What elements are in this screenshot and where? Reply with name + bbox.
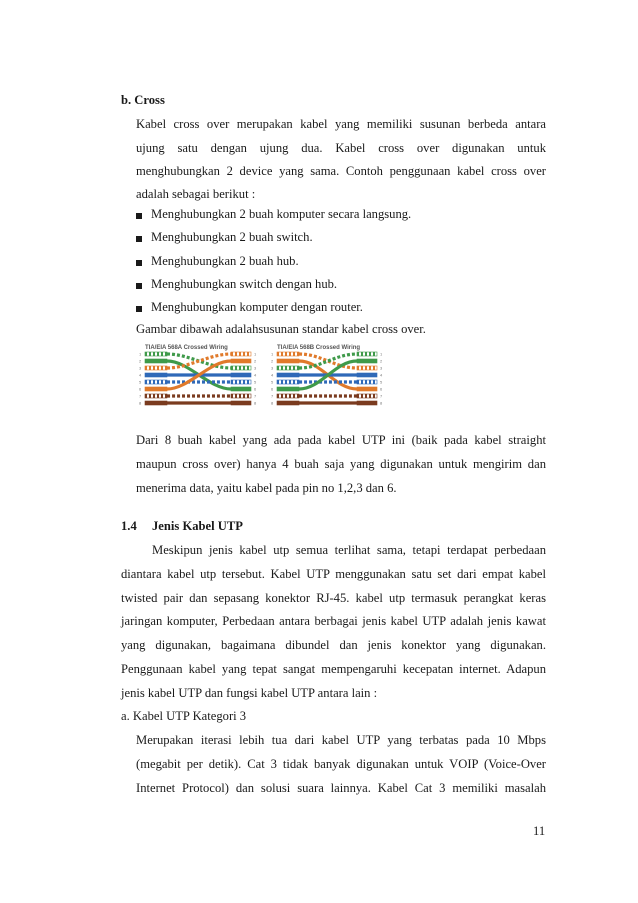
wire-stub bbox=[145, 366, 167, 370]
pin-number: 8 bbox=[271, 400, 274, 406]
section-number: 1.4 bbox=[121, 519, 137, 533]
pin-number: 5 bbox=[271, 379, 274, 385]
figure-caption: Gambar dibawah adalahsusunan standar kabel cross over. bbox=[136, 322, 426, 336]
wire-stub bbox=[231, 401, 251, 405]
wire-stripe bbox=[165, 394, 167, 398]
list-item-text: Menghubungkan 2 buah komputer secara langsung. bbox=[151, 207, 412, 221]
wire-stripe bbox=[239, 380, 241, 384]
wire-stripe bbox=[297, 352, 299, 356]
wire-stub bbox=[277, 359, 299, 363]
wire-stripe bbox=[247, 380, 249, 384]
wire-stripe bbox=[281, 366, 283, 370]
wire-stripe bbox=[161, 380, 163, 384]
list-item-text: Menghubungkan switch dengan hub. bbox=[151, 277, 338, 291]
wire-stripe bbox=[239, 366, 241, 370]
wire-stripe bbox=[231, 352, 233, 356]
wire-stripe bbox=[357, 352, 359, 356]
pin-number: 4 bbox=[271, 372, 274, 378]
pin-number: 6 bbox=[254, 386, 257, 392]
paragraph-line: Merupakan iterasi lebih tua dari kabel UTP yang terbatas pada 10 Mbps bbox=[136, 733, 546, 747]
square-bullet-icon bbox=[136, 283, 142, 289]
wire-stub bbox=[145, 373, 167, 377]
section-heading: Jenis Kabel UTP bbox=[152, 519, 243, 533]
list-item-text: Menghubungkan 2 buah switch. bbox=[151, 230, 313, 244]
wire-stripe bbox=[145, 366, 147, 370]
diagram-title: TIA/EIA 568A Crossed Wiring bbox=[145, 345, 228, 351]
pin-number: 3 bbox=[380, 365, 383, 371]
wiring-diagram-568b-graphic bbox=[269, 342, 387, 414]
paragraph-line: yang digunakan, bagaimana dibundel dan jenis konektor yang digunakan. bbox=[121, 638, 546, 652]
wire-stripe bbox=[289, 352, 291, 356]
wire-stripe bbox=[281, 394, 283, 398]
wire-stripe bbox=[357, 366, 359, 370]
pin-number: 5 bbox=[380, 379, 383, 385]
wire-stripe bbox=[369, 366, 371, 370]
wire-stripe bbox=[145, 352, 147, 356]
pin-number: 7 bbox=[380, 393, 383, 399]
paragraph-line: jaringan komputer, Perbedaan antara berbagai jenis kabel UTP adalah jenis kawat bbox=[121, 614, 546, 628]
crossover-wiring-figure bbox=[137, 342, 517, 414]
wire-stub bbox=[145, 359, 167, 363]
wire-stub bbox=[277, 366, 299, 370]
paragraph-line: jenis kabel UTP dan fungsi kabel UTP antara lain : bbox=[121, 686, 378, 700]
wire-stripe bbox=[235, 352, 237, 356]
wire-stripe bbox=[361, 394, 363, 398]
wire-stripe bbox=[365, 366, 367, 370]
wire-stripe bbox=[165, 366, 167, 370]
wire-stripe bbox=[373, 366, 375, 370]
wire-stub bbox=[231, 359, 251, 363]
wire-stripe bbox=[357, 380, 359, 384]
pin-number: 7 bbox=[254, 393, 257, 399]
wire-stripe bbox=[243, 352, 245, 356]
wire-stripe bbox=[373, 394, 375, 398]
wire-stripe bbox=[235, 394, 237, 398]
wire-stripe bbox=[153, 394, 155, 398]
pin-number: 7 bbox=[139, 393, 142, 399]
square-bullet-icon bbox=[136, 213, 142, 219]
wire-stripe bbox=[231, 394, 233, 398]
wire-stripe bbox=[277, 352, 279, 356]
square-bullet-icon bbox=[136, 306, 142, 312]
pin-number: 1 bbox=[139, 351, 142, 357]
wire-stripe bbox=[277, 380, 279, 384]
paragraph-line: Internet Protocol) dan solusi suara lainnya. Kabel Cat 3 memiliki masalah bbox=[136, 781, 546, 795]
wire-stripe bbox=[365, 380, 367, 384]
pin-number: 5 bbox=[139, 379, 142, 385]
wire-stripe bbox=[157, 366, 159, 370]
wire-stripe bbox=[293, 394, 295, 398]
wiring-diagram-568a-graphic bbox=[137, 342, 261, 414]
wire-stripe bbox=[161, 366, 163, 370]
pin-number: 6 bbox=[271, 386, 274, 392]
wire-stripe bbox=[149, 366, 151, 370]
pin-number: 1 bbox=[271, 351, 274, 357]
wire-stub bbox=[277, 373, 299, 377]
wire-stripe bbox=[153, 352, 155, 356]
wire-stub bbox=[357, 373, 377, 377]
wiring-diagram-568b bbox=[269, 342, 387, 414]
wire-stub bbox=[145, 401, 167, 405]
wire-stripe bbox=[369, 352, 371, 356]
wire-stripe bbox=[239, 394, 241, 398]
paragraph-line: diantara kabel utp tersebut. Kabel UTP menggunakan satu set dari empat kabel bbox=[121, 567, 546, 581]
pin-number: 2 bbox=[380, 358, 383, 364]
wire-stripe bbox=[231, 366, 233, 370]
wire-stripe bbox=[285, 380, 287, 384]
wire-stripe bbox=[297, 394, 299, 398]
wire-stripe bbox=[293, 380, 295, 384]
wire-stripe bbox=[289, 394, 291, 398]
wire-stripe bbox=[153, 380, 155, 384]
wire-stripe bbox=[145, 380, 147, 384]
paragraph-line: Dari 8 buah kabel yang ada pada kabel UTP ini (baik pada kabel straight bbox=[136, 433, 546, 447]
wire-stripe bbox=[231, 380, 233, 384]
wire-stripe bbox=[289, 380, 291, 384]
page-number: 11 bbox=[533, 824, 546, 838]
wire-stub bbox=[357, 387, 377, 391]
wire-stripe bbox=[165, 352, 167, 356]
wire-stripe bbox=[357, 394, 359, 398]
paragraph-line: maupun cross over) hanya 4 buah saja yang digunakan untuk mengirim dan bbox=[136, 457, 546, 471]
paragraph-line: twisted pair dan sepasang konektor RJ-45. kabel utp termasuk perangkat keras bbox=[121, 591, 546, 605]
wire-stub bbox=[145, 387, 167, 391]
square-bullet-icon bbox=[136, 236, 142, 242]
wire-stripe bbox=[235, 366, 237, 370]
wire-stripe bbox=[373, 380, 375, 384]
wire-stripe bbox=[281, 352, 283, 356]
wire-stripe bbox=[247, 366, 249, 370]
wire-stripe bbox=[243, 394, 245, 398]
wire-stripe bbox=[293, 352, 295, 356]
wire-stripe bbox=[145, 394, 147, 398]
wire-stripe bbox=[361, 366, 363, 370]
list-item-text: Menghubungkan komputer dengan router. bbox=[151, 300, 363, 314]
pin-number: 4 bbox=[139, 372, 142, 378]
wire-stripe bbox=[361, 380, 363, 384]
wire-stripe bbox=[161, 352, 163, 356]
paragraph-line: Penggunaan kabel yang tepat sangat mempengaruhi kecepatan internet. Adapun bbox=[121, 662, 546, 676]
wire-stripe bbox=[285, 366, 287, 370]
wire-stripe bbox=[235, 380, 237, 384]
section-b-heading: b. Cross bbox=[121, 93, 165, 107]
wire-stripe bbox=[369, 380, 371, 384]
pin-number: 7 bbox=[271, 393, 274, 399]
wire-stripe bbox=[361, 352, 363, 356]
pin-number: 6 bbox=[380, 386, 383, 392]
pin-number: 1 bbox=[380, 351, 383, 357]
wire-stub bbox=[357, 359, 377, 363]
pin-number: 4 bbox=[380, 372, 383, 378]
wire-stub bbox=[231, 387, 251, 391]
pin-number: 6 bbox=[139, 386, 142, 392]
wire-stripe bbox=[157, 352, 159, 356]
wire-stripe bbox=[239, 352, 241, 356]
wire-stub bbox=[277, 394, 299, 398]
list-item-text: Menghubungkan 2 buah hub. bbox=[151, 254, 299, 268]
pin-number: 8 bbox=[380, 400, 383, 406]
wire-stub bbox=[145, 352, 167, 356]
wire-stripe bbox=[373, 352, 375, 356]
wire-stripe bbox=[285, 352, 287, 356]
wire-stripe bbox=[365, 394, 367, 398]
wire-stub bbox=[277, 387, 299, 391]
wire-stub bbox=[145, 380, 167, 384]
wire-stripe bbox=[157, 394, 159, 398]
paragraph-line: ujung satu dengan ujung dua. Kabel cross over digunakan untuk bbox=[136, 141, 546, 155]
wire-stripe bbox=[157, 380, 159, 384]
pin-number: 3 bbox=[139, 365, 142, 371]
diagram-title: TIA/EIA 568B Crossed Wiring bbox=[277, 345, 361, 351]
wire-stripe bbox=[149, 394, 151, 398]
wire-stripe bbox=[369, 394, 371, 398]
wire-stripe bbox=[149, 352, 151, 356]
wire-stub bbox=[231, 373, 251, 377]
wire-stripe bbox=[243, 380, 245, 384]
wire-stripe bbox=[293, 366, 295, 370]
wire-stripe bbox=[285, 394, 287, 398]
wire-stripe bbox=[289, 366, 291, 370]
wire-stripe bbox=[247, 352, 249, 356]
wire-stripe bbox=[281, 380, 283, 384]
wire-stub bbox=[277, 352, 299, 356]
pin-number: 8 bbox=[254, 400, 257, 406]
pin-number: 1 bbox=[254, 351, 257, 357]
pin-number: 5 bbox=[254, 379, 257, 385]
paragraph-line: adalah sebagai berikut : bbox=[136, 187, 256, 201]
wire-stripe bbox=[277, 366, 279, 370]
subsection-heading: a. Kabel UTP Kategori 3 bbox=[121, 709, 247, 723]
wire-stripe bbox=[365, 352, 367, 356]
wire-stripe bbox=[247, 394, 249, 398]
wire-stripe bbox=[297, 366, 299, 370]
paragraph-line: Meskipun jenis kabel utp semua terlihat sama, tetapi terdapat perbedaan bbox=[152, 543, 546, 557]
paragraph-line: menerima data, yaitu kabel pada pin no 1,2,3 dan 6. bbox=[136, 481, 397, 495]
pin-number: 4 bbox=[254, 372, 257, 378]
wiring-diagram-568a bbox=[137, 342, 261, 414]
wire-stripe bbox=[277, 394, 279, 398]
square-bullet-icon bbox=[136, 260, 142, 266]
wire-stripe bbox=[161, 394, 163, 398]
pin-number: 8 bbox=[139, 400, 142, 406]
wire-stripe bbox=[297, 380, 299, 384]
pin-number: 2 bbox=[271, 358, 274, 364]
wire-stub bbox=[277, 401, 299, 405]
wire-stripe bbox=[153, 366, 155, 370]
pin-number: 2 bbox=[139, 358, 142, 364]
paragraph-line: (megabit per detik). Cat 3 tidak banyak digunakan untuk VOIP (Voice-Over bbox=[136, 757, 546, 771]
wire-stripe bbox=[243, 366, 245, 370]
wire-stripe bbox=[165, 380, 167, 384]
paragraph-line: menghubungkan 2 device yang sama. Contoh penggunaan kabel cross over bbox=[136, 164, 546, 178]
wire-stub bbox=[145, 394, 167, 398]
wire-stripe bbox=[149, 380, 151, 384]
pin-number: 3 bbox=[254, 365, 257, 371]
pin-number: 3 bbox=[271, 365, 274, 371]
pin-number: 2 bbox=[254, 358, 257, 364]
wire-stub bbox=[357, 401, 377, 405]
wire-stub bbox=[277, 380, 299, 384]
paragraph-line: Kabel cross over merupakan kabel yang memiliki susunan berbeda antara bbox=[136, 117, 546, 131]
